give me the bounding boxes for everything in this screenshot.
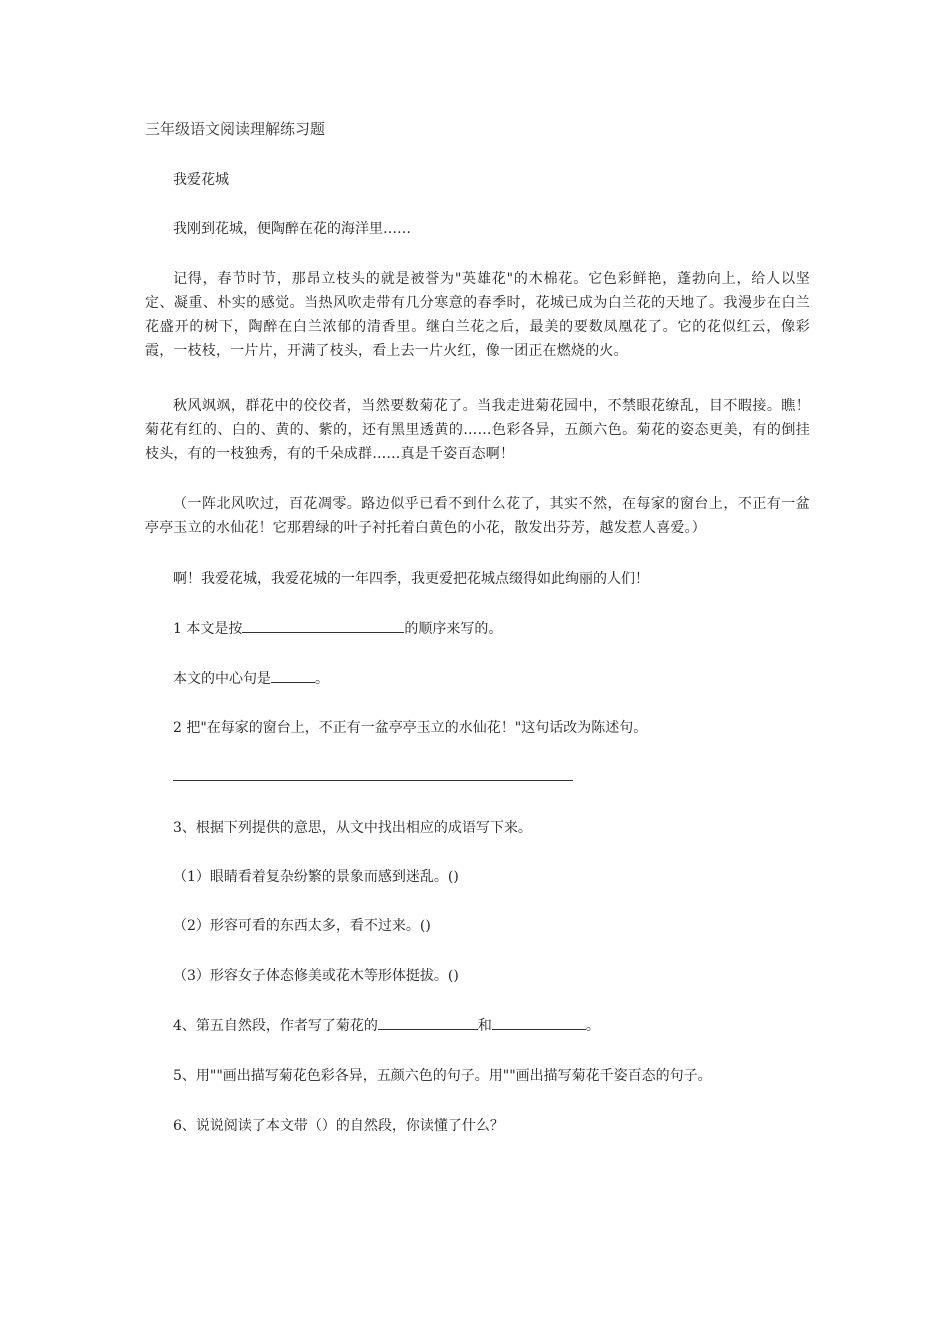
question-4-mid: 和 — [477, 1018, 492, 1034]
question-1-prefix: 1 本文是按 — [173, 621, 243, 637]
story-title: 我爱花城 — [173, 172, 229, 188]
question-3-item-3: （3）形容女子体态修美或花木等形体挺拔。() — [173, 968, 459, 984]
question-1b — [173, 667, 810, 691]
question-6: 6、说说阅读了本文带（）的自然段，你读懂了什么？ — [173, 1118, 504, 1134]
question-1 — [173, 617, 810, 641]
question-1-answer-blank[interactable] — [242, 617, 404, 633]
paragraph-winter: （一阵北风吹过，百花凋零。路边似乎已看不到什么花了，其实不然，在每家的窗台上，不正有一盆亭亭玉立的水仙花！它那碧绿的叶子衬托着白黄色的小花，散发出芬芳，越发惹人喜爱。） — [145, 496, 810, 536]
closing-paragraph: 啊！我爱花城，我爱花城的一年四季，我更爱把花城点缀得如此绚丽的人们！ — [173, 571, 649, 587]
paragraph-spring-summer: 记得，春节时节，那昂立枝头的就是被誉为"英雄花"的木棉花。它色彩鲜艳，蓬勃向上，给人以坚定、凝重、朴实的感觉。当热风吹走带有几分寒意的春季时，花城已成为白兰花的天地了。我漫步在白兰花盛开的树下，陶醉在白兰浓郁的清香里。继白兰花之后，最美的要数凤凰花了。它的花似红云，像彩霞，一枝枝，一片片，开满了枝头，看上去一片火红，像一团正在燃烧的火。 — [145, 271, 810, 359]
question-3: 3、根据下列提供的意思，从文中找出相应的成语写下来。 — [173, 820, 532, 836]
question-1-suffix: 的顺序来写的。 — [404, 621, 503, 637]
question-3-item-2: （2）形容可看的东西太多，看不过来。() — [173, 918, 431, 934]
question-1b-suffix: 。 — [315, 671, 329, 687]
question-3-item-1: （1）眼睛看着复杂纷繁的景象而感到迷乱。() — [173, 869, 459, 885]
question-4-answer-blank-2[interactable] — [492, 1014, 586, 1030]
paragraph-autumn: 秋风飒飒，群花中的佼佼者，当然要数菊花了。当我走进菊花园中，不禁眼花缭乱，目不暇接。瞧！菊花有红的、白的、黄的、紫的，还有黑里透黄的……色彩各异，五颜六色。菊花的姿态更美，有的倒挂枝头，有的一枝独秀，有的千朵成群……真是千姿百态啊！ — [145, 398, 810, 462]
question-4-suffix: 。 — [585, 1018, 600, 1034]
question-4-answer-blank-1[interactable] — [378, 1014, 478, 1030]
question-1b-answer-blank[interactable] — [271, 667, 315, 683]
question-4 — [173, 1014, 810, 1038]
question-1b-prefix: 本文的中心句是 — [173, 671, 271, 687]
question-2: 2 把"在每家的窗台上，不正有一盆亭亭玉立的水仙花！"这句话改为陈述句。 — [173, 720, 648, 736]
question-2-answer-line[interactable] — [173, 780, 573, 781]
question-5: 5、用""画出描写菊花色彩各异，五颜六色的句子。用""画出描写菊花千姿百态的句子。 — [173, 1068, 712, 1084]
question-4-prefix: 4、第五自然段，作者写了菊花的 — [173, 1018, 378, 1034]
document-title: 三年级语文阅读理解练习题 — [145, 120, 326, 138]
intro-paragraph: 我刚到花城，便陶醉在花的海洋里…… — [173, 221, 411, 237]
